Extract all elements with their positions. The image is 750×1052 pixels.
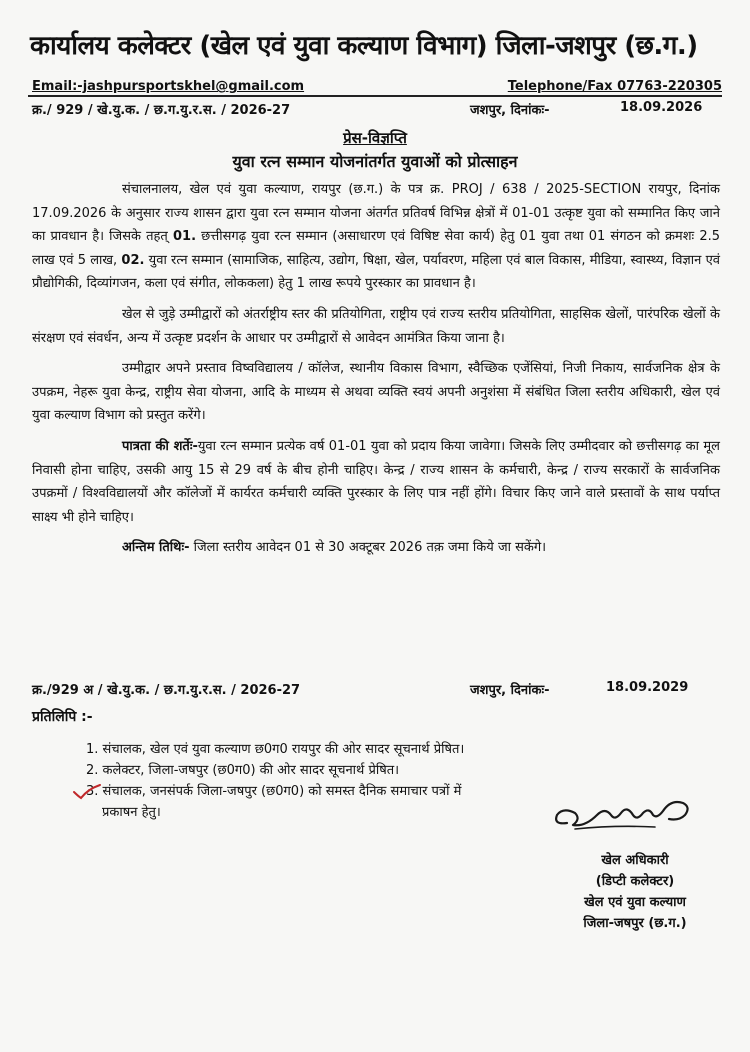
paragraph-last-date — [32, 536, 720, 560]
paragraph-3: उम्मीद्वार अपने प्रस्ताव विष्वविद्यालय / कॉलेज, स्थानीय विकास विभाग, स्वैच्छिक एजेंसियां, निजी निकाय, सार्वजनिक क्षेत्र के उपक्रम, नेहरू युवा केन्द्र, राष्ट्रीय सेवा योजना, आदि के माध्यम से अथवा व्यक्ति स्वयं अपनी अनुशंसा में संबंधित जिला स्तरीय अधिकारी, खेल एवं युवा कल्याण विभाग को प्रस्तुत करेंगे। — [32, 361, 720, 424]
red-tick-mark-icon — [72, 783, 102, 801]
paragraph-eligibility — [32, 435, 720, 529]
letter-body — [32, 178, 720, 567]
signatory-block — [540, 850, 730, 934]
email-address: Email:-jashpursportskhel@gmail.com — [32, 79, 305, 94]
eligibility-text: युवा रत्न सम्मान प्रत्येक वर्ष 01-01 युवा को प्रदाय किया जावेगा। जिसके लिए उम्मीदवार को छत्तीसगढ़ का मूल निवासी होना चाहिए, उसकी आयु 15 से 29 वर्ष के बीच होनी चाहिए। केन्द्र / राज्य शासन के कर्मचारी, केन्द्र / राज्य सरकारों के सार्वजनिक उपक्रमों / विश्वविद्यालयों और कॉलेजों में कार्यरत कर्मचारी व्यक्ति पुरस्कार के लिए पात्र नहीं होंगे। विचार किए जाने वाले प्रस्तावों के साथ पर्याप्त साक्ष्य भी होने चाहिए। — [32, 438, 720, 525]
eligibility-label: पात्रता की शर्तेः- — [122, 438, 198, 454]
signatory-district: जिला-जषपुर (छ.ग.) — [583, 916, 687, 931]
p1-num-2: 02. — [121, 252, 145, 268]
last-date-label: अन्तिम तिथिः- — [122, 540, 190, 556]
last-date-text: जिला स्तरीय आवेदन 01 से 30 अक्टूबर 2026 तक़ जमा किये जा सकेंगे। — [189, 540, 547, 556]
date-top: 18.09.2026 — [620, 100, 703, 115]
signatory-department: खेल एवं युवा कल्याण — [584, 895, 686, 910]
office-title: कार्यालय कलेक्टर (खेल एवं युवा कल्याण विभाग) जिला-जशपुर (छ.ग.) — [30, 31, 698, 61]
header-rule — [28, 95, 722, 97]
p1-num-1: 01. — [172, 229, 197, 245]
handwritten-signature-icon — [545, 785, 705, 835]
paragraph-2: खेल से जुड़े उम्मीद्वारों को अंतर्राष्ट्रीय स्तर की प्रतियोगिता, राष्ट्रीय एवं राज्य स्तरीय प्रतियोगिता, साहसिक खेलों, पारंपरिक खेलों के संरक्षण एवं संवर्धन, अन्य में उत्कृष्ट प्रदर्शन के आधार पर उम्मीद्वारों से आवेदन आमंत्रित किया जाना है। — [32, 306, 720, 346]
paragraph-1 — [32, 178, 720, 296]
place-date-label-bottom: जशपुर, दिनांकः- — [470, 683, 550, 698]
copy-item-1: 1. संचालक, खेल एवं युवा कल्याण छ0ग0 रायपुर की ओर सादर सूचनार्थ प्रेषित। — [86, 742, 465, 757]
subject-heading: युवा रत्न सम्मान योजनांतर्गत युवाओं को प्रोत्साहन — [232, 152, 518, 171]
p1-text-a: संचालनालय, खेल एवं युवा कल्याण, रायपुर (छ.ग.) के पत्र क्र. PROJ / 638 / 2025-SECTION रायपुर, दिनांक 17.09.2026 के अनुसार राज्य शासन द्वारा युवा रत्न सम्मान योजना अंतर्गत प्रतिवर्ष विभिन्न क्षेत्रों में 01-01 उत्कृष्ट युवा को सम्मानित किए जाने का प्रावधान है। जिसके तहत् — [32, 182, 720, 245]
telephone-fax: Telephone/Fax 07763-220305 — [507, 79, 722, 94]
press-release-label: प्रेस-विज्ञप्ति — [343, 129, 407, 147]
copy-to-title: प्रतिलिपि :- — [32, 709, 93, 725]
copy-item-2: 2. कलेक्टर, जिला-जषपुर (छ0ग0) की ओर सादर सूचनार्थ प्रेषित। — [86, 763, 400, 778]
signatory-rank: (डिप्टी कलेक्टर) — [595, 874, 675, 889]
reference-number-bottom: क्र./929 अ / खे.यु.क. / छ.ग.यु.र.स. / 2026-27 — [32, 683, 301, 698]
copy-item-3-continued: प्रकाषन हेतु। — [102, 805, 161, 820]
place-date-label-top: जशपुर, दिनांकः- — [470, 103, 550, 118]
p1-text-b: छत्तीसगढ़ युवा रत्न सम्मान (असाधारण एवं विषिष्ट सेवा कार्य) हेतु 01 युवा तथा 01 संगठन को क्रमशः 2.5 लाख एवं 5 लाख, — [32, 229, 720, 268]
date-bottom: 18.09.2029 — [606, 680, 689, 695]
reference-number-top: क्र./ 929 / खे.यु.क. / छ.ग.यु.र.स. / 2026-27 — [32, 103, 291, 118]
p1-text-c: युवा रत्न सम्मान (सामाजिक, साहित्य, उद्योग, षिक्षा, खेल, पर्यावरण, महिला एवं बाल विकास, मीडिया, स्वास्थ्य, विज्ञान एवं प्रौद्योगिकी, दिव्यांगजन, कला एवं संगीत, लोककला) हेतु 1 लाख रूपये पुरस्कार का प्रावधान है। — [32, 252, 720, 292]
signatory-designation: खेल अधिकारी — [601, 853, 669, 868]
copy-item-3: 3. संचालक, जनसंपर्क जिला-जषपुर (छ0ग0) को समस्त दैनिक समाचार पत्रों में — [86, 784, 462, 799]
